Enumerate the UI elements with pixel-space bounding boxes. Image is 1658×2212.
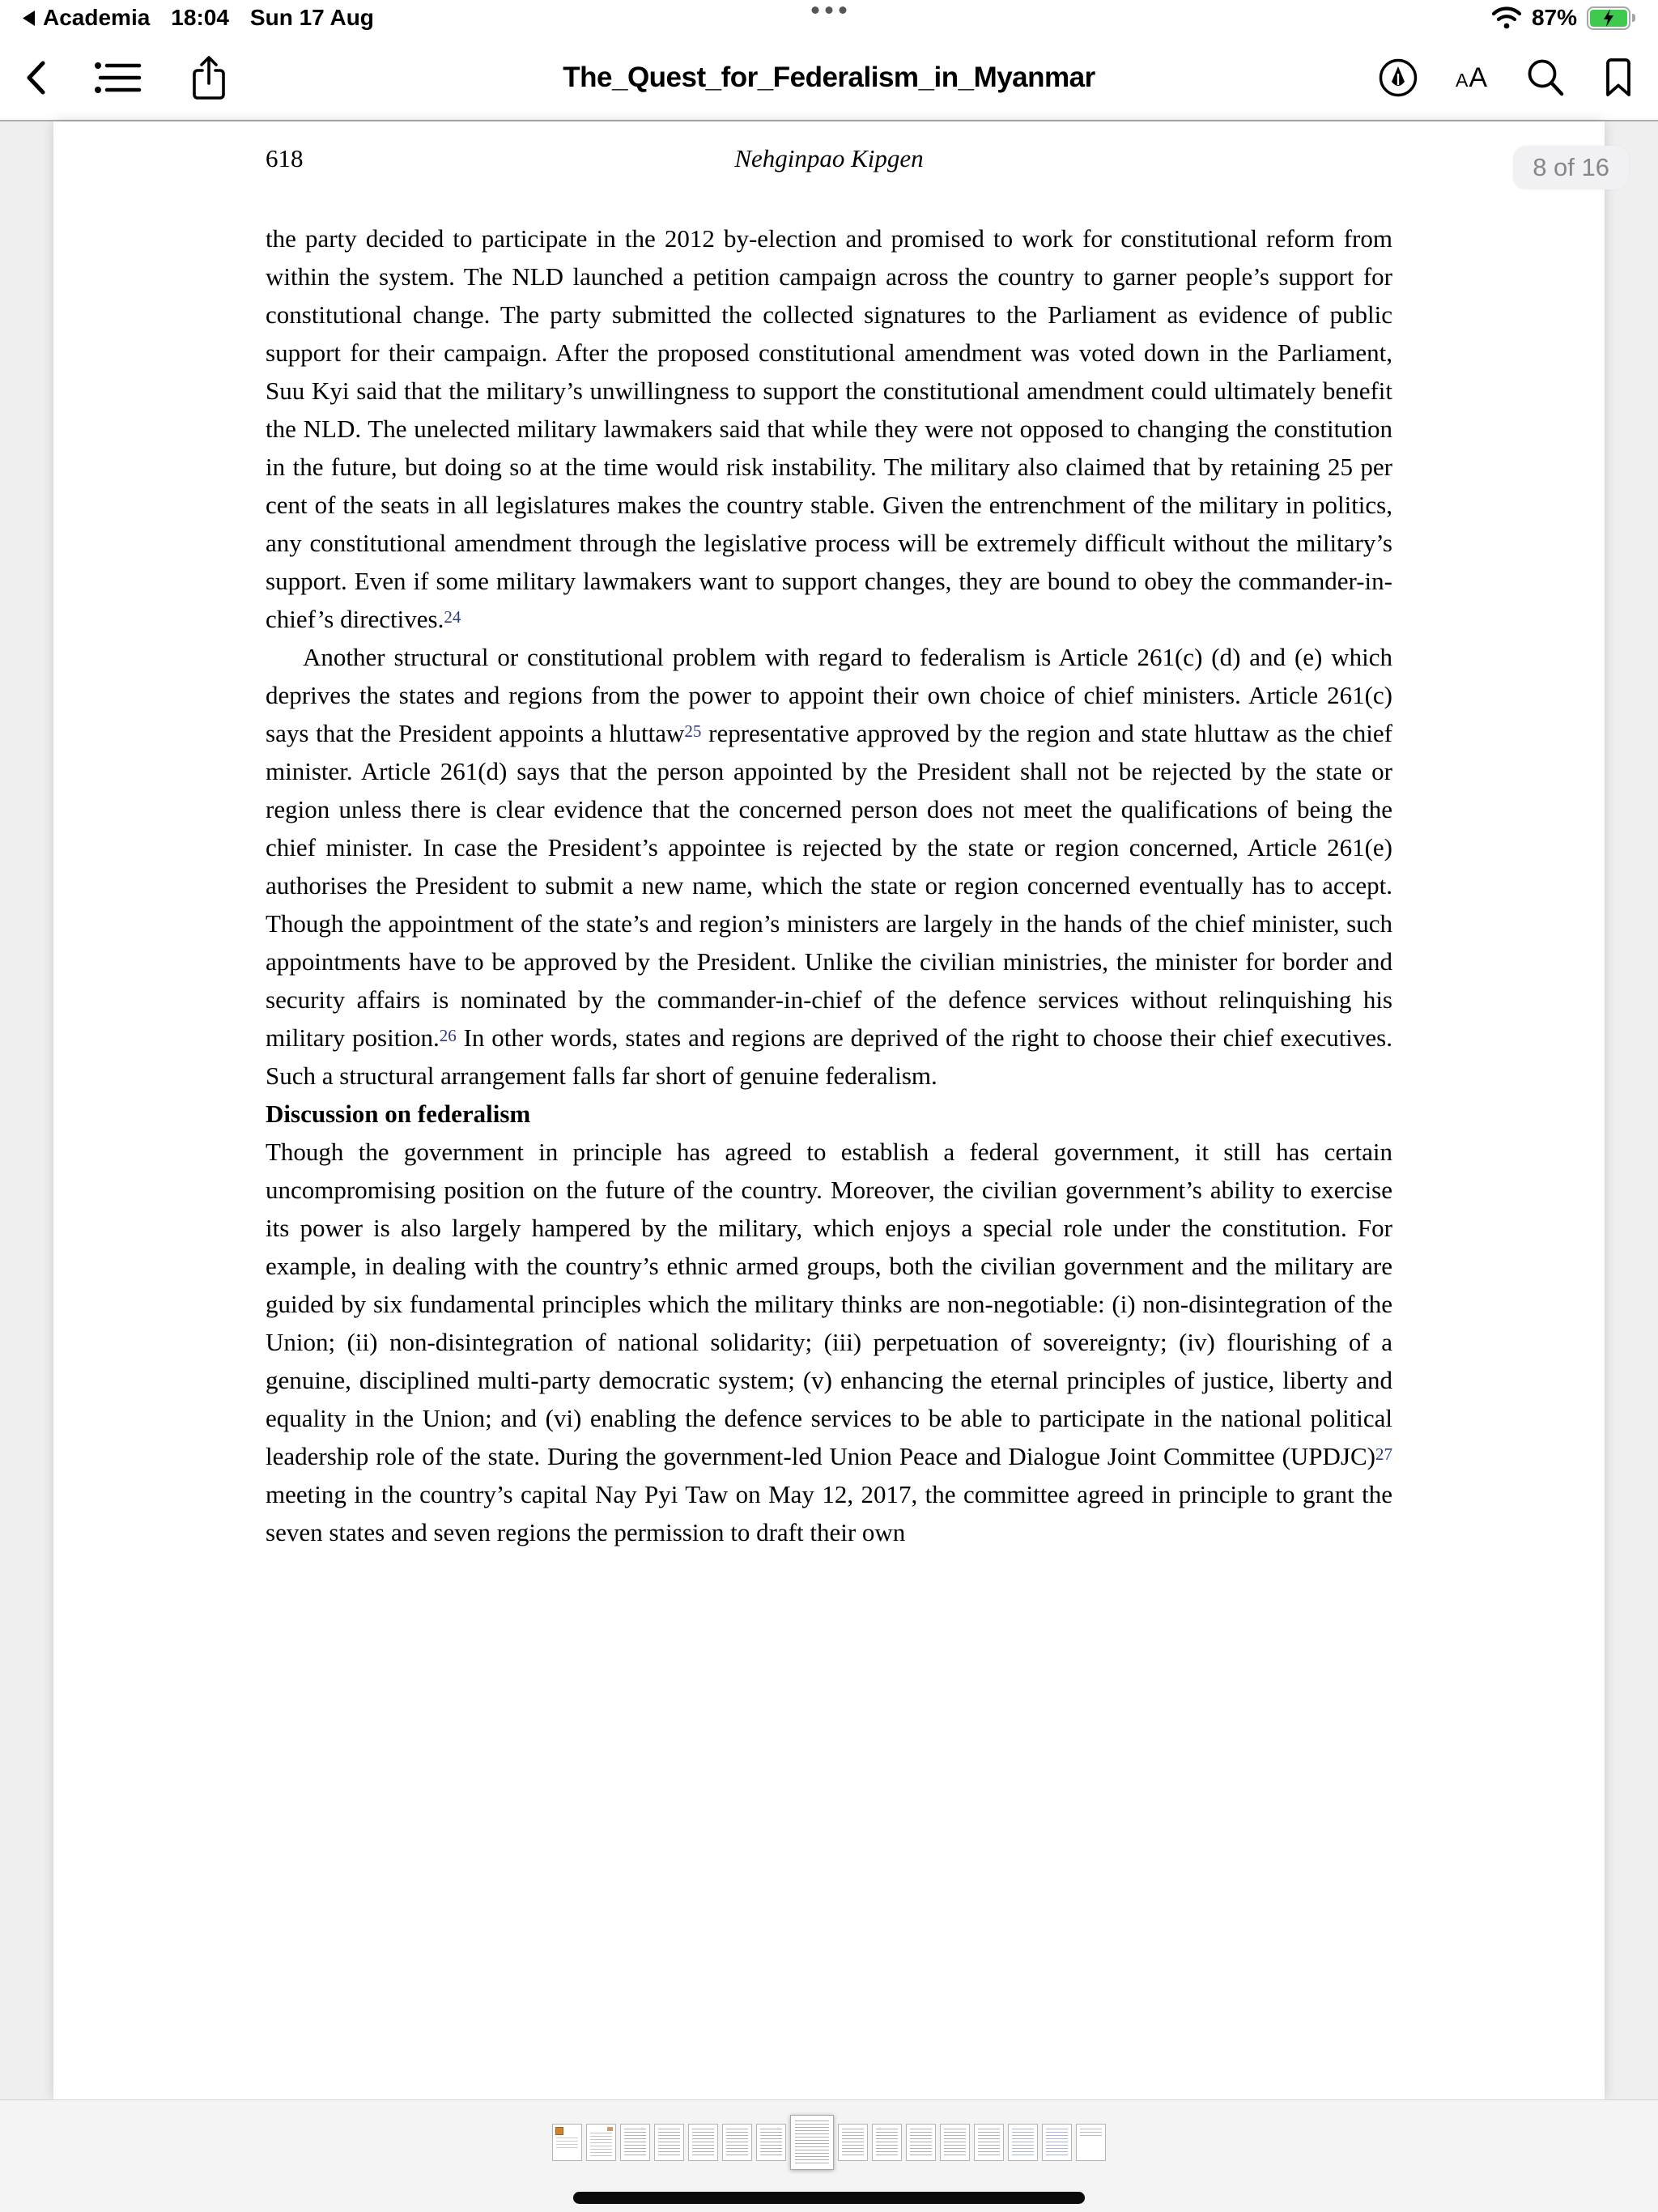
battery-percent-label: 87% <box>1531 5 1577 30</box>
content-area <box>0 121 1658 2099</box>
thumbnail-page[interactable] <box>1076 2124 1106 2161</box>
chevron-left-icon <box>24 59 47 96</box>
paragraph <box>266 638 1392 1095</box>
search-icon <box>1525 57 1566 99</box>
paragraph-text: the party decided to participate in the 2012 by-election and promised to work for constitutional reform from within the system. The NLD launched a petition campaign across the country to garner people’s support for constitutional change. The party submitted the collected signatures to the Parliament as evidence of public support for their campaign. After the proposed constitutional amendment was voted down in the Parliament, Suu Kyi said that the military’s unwillingness to support the constitutional amendment could ultimately benefit the NLD. The unelected military lawmakers said that while they were not opposed to changing the constitution in the future, but doing so at the time would risk instability. The military also claimed that by retaining 25 per cent of the seats in all legislatures makes the country stable. Given the entrenchment of the military in politics, any constitutional amendment through the legislative process will be extremely difficult without the military’s support. Even if some military lawmakers want to support changes, they are bound to obey the commander-in-chief’s directives. <box>266 224 1392 633</box>
pdf-page[interactable] <box>53 121 1605 2099</box>
folio-page-number: 618 <box>266 144 304 172</box>
table-of-contents-button[interactable] <box>94 61 142 95</box>
document-title: The_Quest_for_Federalism_in_Myanmar <box>563 62 1095 93</box>
bottom-bar <box>0 2099 1658 2212</box>
thumbnail-strip <box>0 2100 1658 2184</box>
markup-pen-icon <box>1378 57 1418 98</box>
home-indicator[interactable] <box>573 2192 1085 2204</box>
thumbnail-page[interactable] <box>974 2124 1004 2161</box>
status-time: 18:04 <box>171 5 229 30</box>
back-to-app-chip[interactable] <box>23 5 150 31</box>
search-button[interactable] <box>1525 57 1566 99</box>
paragraph <box>266 1133 1392 1551</box>
page-header <box>266 139 1392 177</box>
thumbnail-page[interactable] <box>940 2124 970 2161</box>
bookmark-icon <box>1603 57 1634 99</box>
bookmark-button[interactable] <box>1603 57 1634 99</box>
paragraph <box>266 219 1392 638</box>
share-icon <box>189 54 228 101</box>
paragraph-text: Another structural or constitutional problem with regard to federalism is Article 261(c) (d) and (e) which deprives the states and regions from the power to appoint their own choice of chief ministers. Article 261(c) says that the President appoints a hluttaw <box>266 643 1392 747</box>
thumbnail-current-page[interactable] <box>790 2115 834 2170</box>
status-date: Sun 17 Aug <box>249 5 374 30</box>
battery-icon <box>1587 6 1635 30</box>
text-settings-button[interactable] <box>1456 62 1488 94</box>
thumbnail-page[interactable] <box>586 2124 616 2161</box>
thumbnail-page[interactable] <box>620 2124 650 2161</box>
wifi-icon <box>1491 6 1522 29</box>
list-icon <box>94 61 142 95</box>
thumbnail-page[interactable] <box>872 2124 902 2161</box>
back-to-app-triangle-icon <box>23 11 35 26</box>
paragraph-text: In other words, states and regions are deprived of the right to choose their chief executives. Such a structural arrangement falls far short of genuine federalism. <box>266 1023 1392 1090</box>
page-indicator-badge: 8 of 16 <box>1513 146 1629 189</box>
footnote-link-26[interactable]: 26 <box>439 1026 457 1045</box>
article-body <box>266 219 1392 1551</box>
thumbnail-page[interactable] <box>756 2124 786 2161</box>
thumbnail-page[interactable] <box>1042 2124 1072 2161</box>
toolbar <box>0 36 1658 120</box>
back-to-app-label: Academia <box>43 5 151 30</box>
back-button[interactable] <box>24 59 47 96</box>
thumbnail-page[interactable] <box>688 2124 718 2161</box>
footnote-link-25[interactable]: 25 <box>684 721 702 741</box>
thumbnail-page[interactable] <box>654 2124 684 2161</box>
footnote-link-27[interactable]: 27 <box>1375 1444 1392 1464</box>
paragraph-text: Though the government in principle has agreed to establish a federal government, it still has certain uncompromising position on the future of the country. Moreover, the civilian government’s ability to exercise its power is also largely hampered by the military, which enjoys a special role under the constitution. For example, in dealing with the country’s ethnic armed groups, both the civilian government and the military are guided by six fundamental principles which the military thinks are non-negotiable: (i) non-disintegration of the Union; (ii) non-disintegration of national solidarity; (iii) perpetuation of sovereignty; (iv) flourishing of a genuine, disciplined multi-party democratic system; (v) enhancing the eternal principles of justice, liberty and equality in the Union; and (vi) enabling the defence services to be able to participate in the national political leadership role of the state. During the government-led Union Peace and Dialogue Joint Committee (UPDJC) <box>266 1138 1392 1470</box>
text-size-large-a: A <box>1469 62 1488 93</box>
footnote-link-24[interactable]: 24 <box>444 607 461 627</box>
running-head: Nehginpao Kipgen <box>734 144 924 172</box>
status-bar <box>0 0 1658 36</box>
markup-button[interactable] <box>1378 57 1418 98</box>
thumbnail-page[interactable] <box>906 2124 936 2161</box>
thumbnail-page[interactable] <box>722 2124 752 2161</box>
paragraph-text: meeting in the country’s capital Nay Pyi Taw on May 12, 2017, the committee agreed in principle to grant the seven states and seven regions the permission to draft their own <box>266 1480 1392 1546</box>
thumbnail-page[interactable] <box>838 2124 868 2161</box>
section-heading: Discussion on federalism <box>266 1100 531 1128</box>
paragraph-text: representative approved by the region and state hluttaw as the chief minister. Article 261(d) says that the person appointed by the President shall not be rejected by the state or region unless there is clear evidence that the concerned person does not meet the qualifications of being the chief minister. In case the President’s appointee is rejected by the state or region concerned, Article 261(e) authorises the President to submit a new name, which the state or region concerned eventually has to accept. Though the appointment of the state’s and region’s ministers are largely in the hands of the chief minister, such appointments have to be approved by the President. Unlike the civilian ministries, the minister for border and security affairs is nominated by the commander-in-chief of the defence services without relinquishing his military position. <box>266 719 1392 1052</box>
share-button[interactable] <box>189 54 228 101</box>
multitask-dots-icon[interactable] <box>812 6 847 14</box>
thumbnail-page[interactable] <box>1008 2124 1038 2161</box>
thumbnail-page[interactable] <box>552 2124 582 2161</box>
text-size-small-a: A <box>1455 69 1469 91</box>
